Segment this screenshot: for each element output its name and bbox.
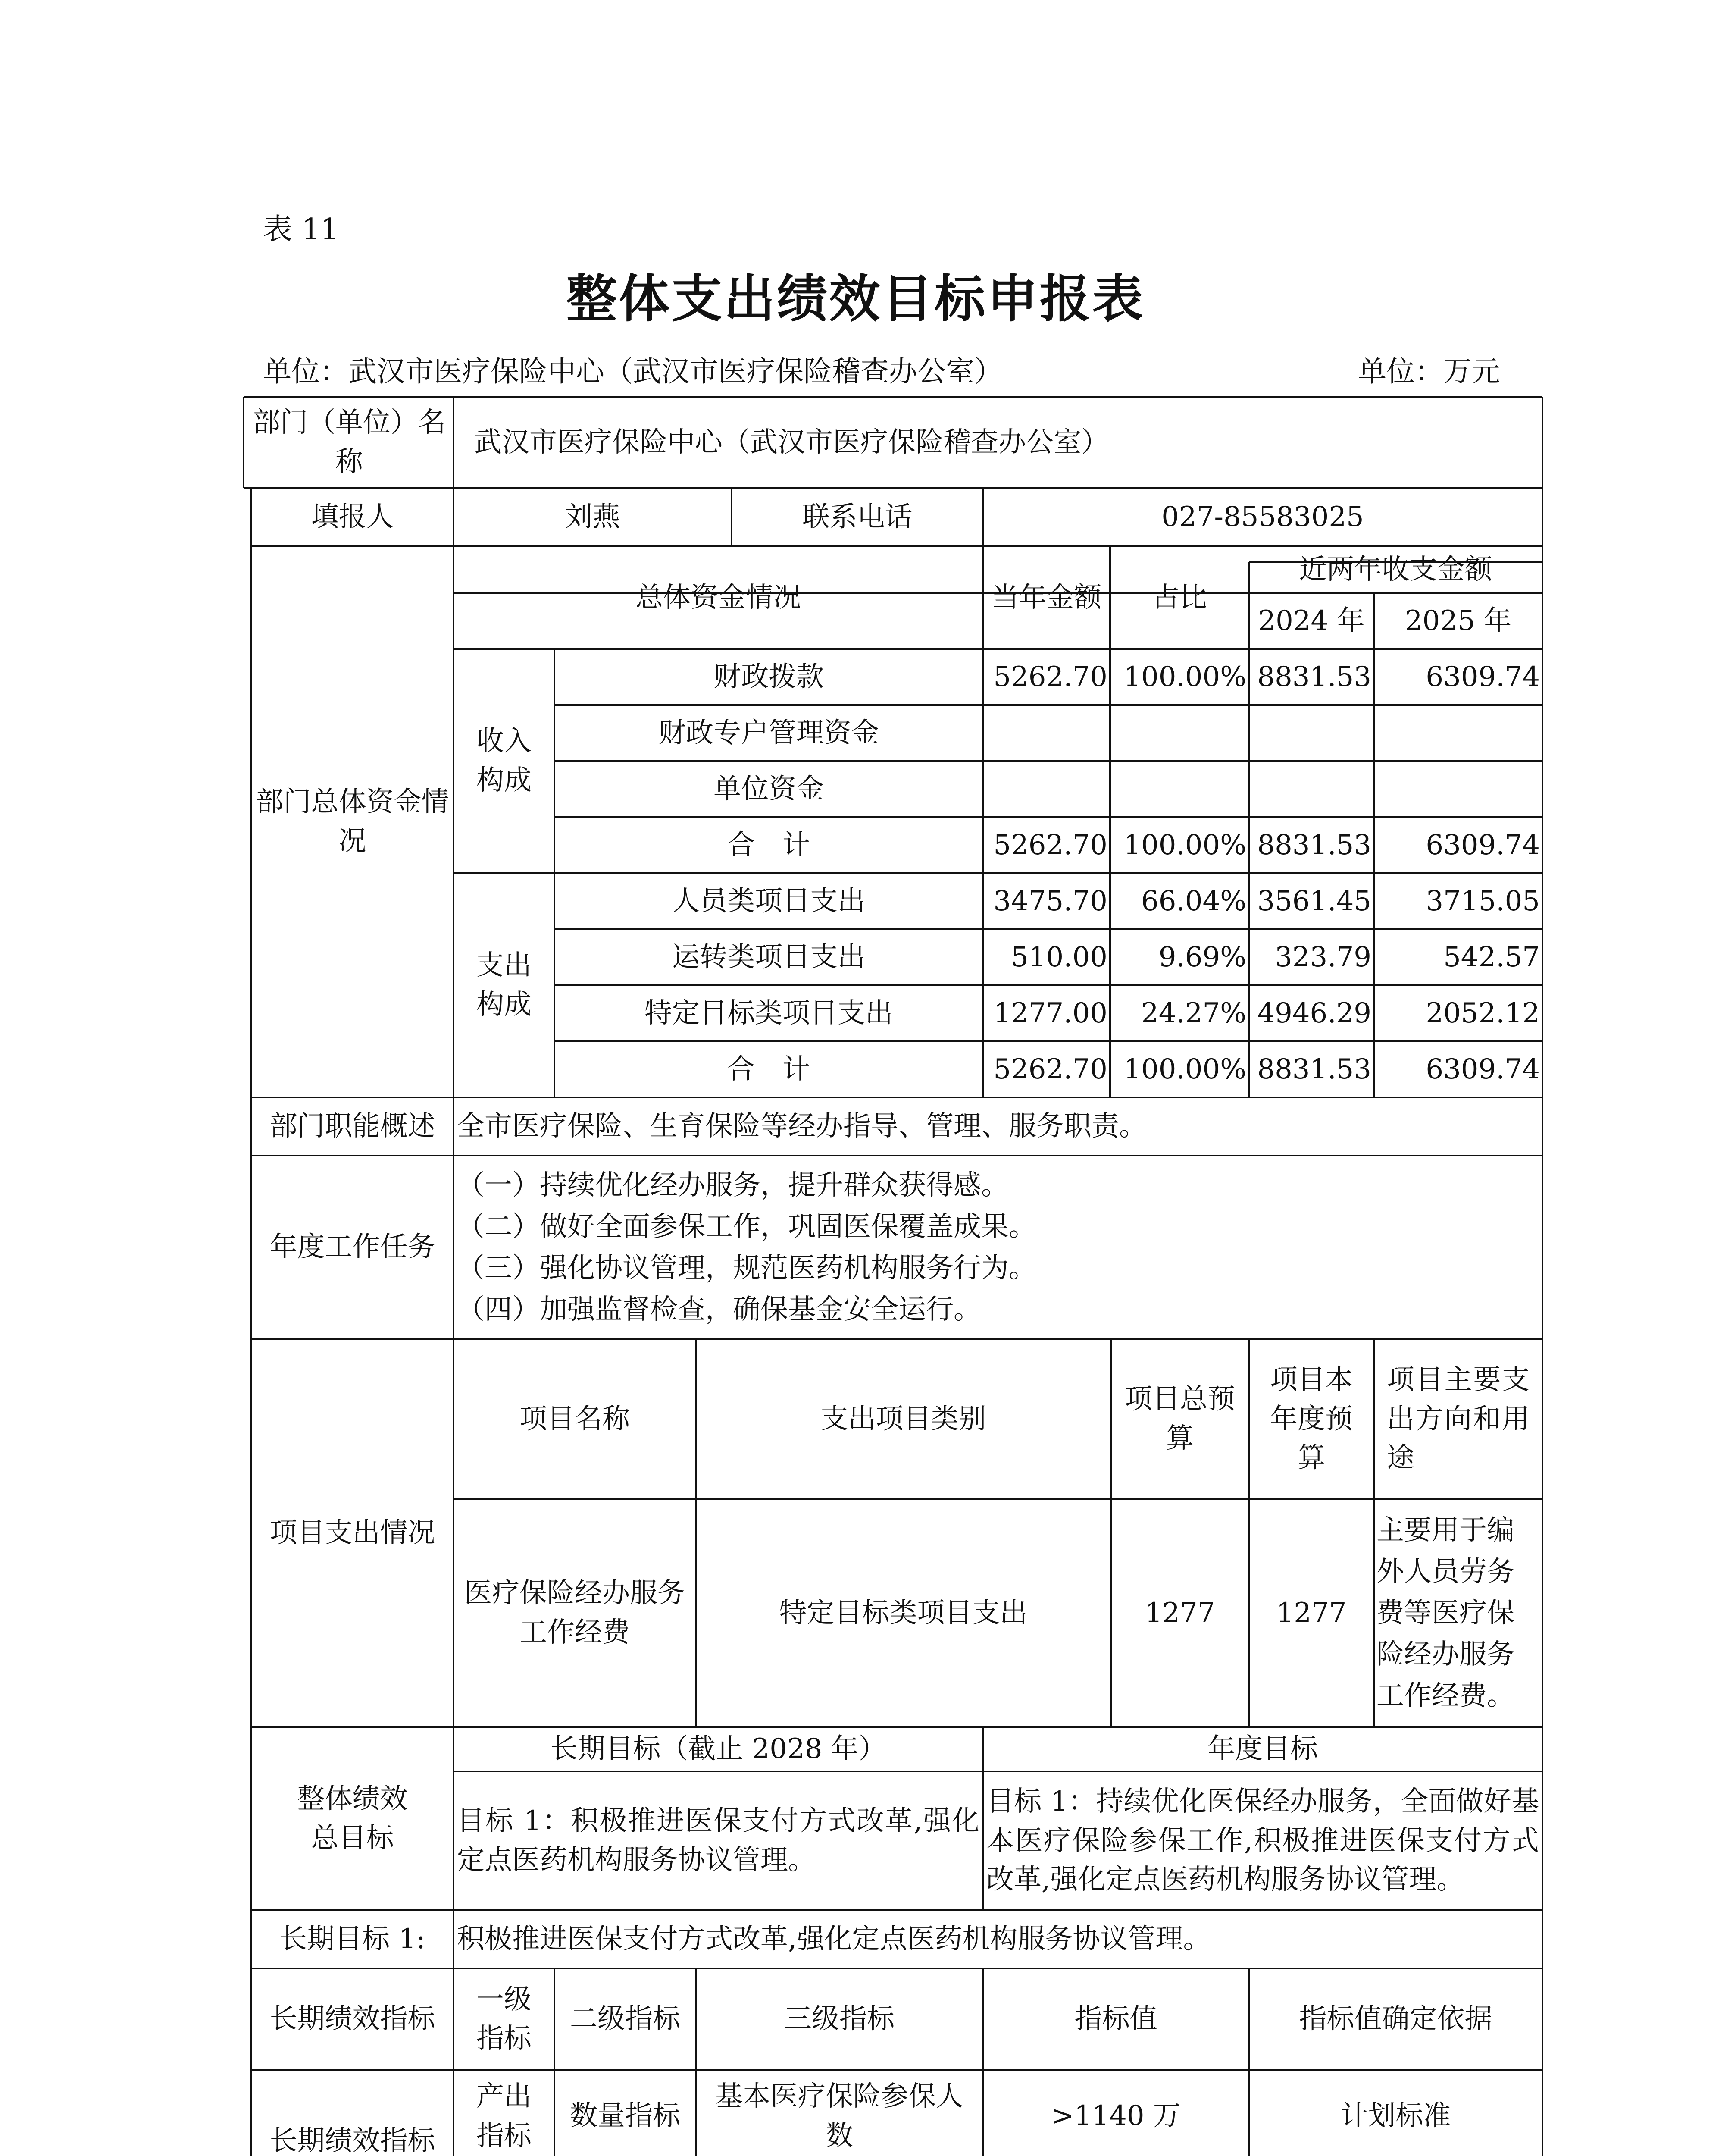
dept-name-value: 武汉市医疗保险中心（武汉市医疗保险稽查办公室）: [474, 426, 1109, 458]
income-row-2024: 8831.53: [1257, 661, 1371, 693]
expense-row-ratio: 66.04%: [1141, 885, 1246, 917]
long-term-goal-header: 长期目标（截止 2028 年）: [550, 1733, 886, 1765]
col-project-purpose: 项目主要支出方向和用途: [1387, 1363, 1530, 1474]
income-total-current: 5262.70: [993, 829, 1107, 861]
indicator-basis: 计划标准: [1340, 2100, 1451, 2132]
filler-label: 填报人: [311, 501, 394, 533]
phone-label: 联系电话: [802, 501, 913, 533]
col-indicator-basis: 指标值确定依据: [1299, 2003, 1492, 2035]
expense-composition-label: 支出构成: [476, 950, 532, 1021]
expense-total-current: 5262.70: [993, 1053, 1107, 1085]
expense-row-2025: 2052.12: [1426, 997, 1540, 1029]
long-term-goal-text: 目标 1：积极推进医保支付方式改革,强化定点医药机构服务协议管理。: [457, 1805, 979, 1876]
project-year-budget: 1277: [1276, 1597, 1347, 1629]
income-row-2024: [1249, 761, 1374, 817]
col-current-amount: 当年金额: [991, 581, 1102, 614]
expense-row-name: 运转类项目支出: [672, 941, 865, 973]
income-composition-label: 收入构成: [476, 725, 532, 796]
filler-name: 刘燕: [565, 501, 620, 533]
income-row-ratio: 100.00%: [1123, 661, 1246, 693]
indicator-level1: 产出指标: [476, 2080, 532, 2152]
expense-row-name: 人员类项目支出: [672, 885, 865, 917]
project-category: 特定目标类项目支出: [779, 1597, 1028, 1629]
income-row-2025: [1374, 705, 1542, 761]
long-goal-1-text: 积极推进医保支付方式改革,强化定点医药机构服务协议管理。: [457, 1923, 1211, 1955]
project-purpose: 主要用于编外人员劳务费等医疗保险经办服务工作经费。: [1376, 1514, 1514, 1712]
income-total-ratio: 100.00%: [1123, 829, 1246, 861]
expense-total-ratio: 100.00%: [1123, 1053, 1246, 1085]
functions-label: 部门职能概述: [269, 1110, 435, 1143]
project-total-budget: 1277: [1145, 1597, 1215, 1629]
task-item: （四）加强监督检查，确保基金安全运行。: [457, 1293, 981, 1326]
income-row-ratio: [1110, 705, 1249, 761]
indicators-header-label: 长期绩效指标: [269, 2003, 435, 2035]
col-total-budget: 项目总预算: [1125, 1383, 1235, 1454]
income-row-current: [983, 761, 1110, 817]
task-item: （一）持续优化经办服务，提升群众获得感。: [457, 1169, 1009, 1201]
col-year-budget: 项目本年度预算: [1270, 1363, 1353, 1474]
indicator-level2: 数量指标: [570, 2100, 680, 2132]
col-year-2024: 2024 年: [1258, 605, 1365, 637]
income-row-name: 财政专户管理资金: [658, 717, 879, 749]
expense-row-ratio: 24.27%: [1141, 997, 1246, 1029]
expense-row-2025: 542.57: [1443, 941, 1540, 973]
table-label: 表 11: [263, 213, 339, 247]
tasks-list: [454, 1156, 1542, 1339]
phone-value: 027-85583025: [1161, 501, 1364, 533]
income-row-ratio: [1110, 761, 1249, 817]
col-level1-indicator: 一级指标: [476, 1983, 532, 2055]
long-goal-1-label: 长期目标 1:: [279, 1923, 425, 1955]
unit-currency: 单位：万元: [1358, 355, 1500, 388]
annual-goal-header: 年度目标: [1207, 1733, 1318, 1765]
overall-goal-label: 整体绩效总目标: [297, 1783, 408, 1854]
indicator-value: >1140 万: [1051, 2100, 1181, 2132]
col-year-2025: 2025 年: [1404, 605, 1512, 637]
expense-row-ratio: 9.69%: [1158, 941, 1246, 973]
expense-row-current: 510.00: [1011, 941, 1107, 973]
expense-total-name: 合 计: [727, 1053, 810, 1085]
income-row-2025: [1374, 761, 1542, 817]
income-row-name: 单位资金: [713, 773, 824, 805]
income-total-2025: 6309.74: [1426, 829, 1540, 861]
col-ratio: 占比: [1152, 581, 1207, 614]
expense-row-name: 特定目标类项目支出: [644, 997, 893, 1029]
functions-text: 全市医疗保险、生育保险等经办指导、管理、服务职责。: [457, 1110, 1147, 1143]
funds-section-label: 部门总体资金情况: [256, 786, 449, 857]
expense-row-2024: 323.79: [1275, 941, 1371, 973]
income-row-2024: [1249, 705, 1374, 761]
task-item: （三）强化协议管理，规范医药机构服务行为。: [457, 1252, 1036, 1284]
col-level2-indicator: 二级指标: [570, 2003, 680, 2035]
tasks-label: 年度工作任务: [269, 1231, 435, 1263]
annual-goal-text: 目标 1：持续优化医保经办服务，全面做好基本医疗保险参保工作,积极推进医保支付方式改革,强化定点医药机构服务协议管理。: [986, 1785, 1539, 1896]
col-recent-two-years: 近两年收支金额: [1299, 553, 1492, 586]
indicator-level3: 基本医疗保险参保人数: [715, 2080, 963, 2152]
income-row-name: 财政拨款: [713, 661, 824, 693]
income-total-2024: 8831.53: [1257, 829, 1371, 861]
income-total-name: 合 计: [727, 829, 810, 861]
overall-funds-label: 总体资金情况: [635, 581, 801, 614]
col-project-category: 支出项目类别: [820, 1403, 986, 1435]
col-level3-indicator: 三级指标: [784, 2003, 895, 2035]
dept-name-label: 部门（单位）名称: [253, 407, 446, 478]
income-row-current: 5262.70: [993, 661, 1107, 693]
expense-row-2024: 3561.45: [1257, 885, 1371, 917]
unit-org: 单位：武汉市医疗保险中心（武汉市医疗保险稽查办公室）: [263, 355, 1003, 388]
expense-row-current: 3475.70: [993, 885, 1107, 917]
page-title: 整体支出绩效目标申报表: [566, 269, 1145, 329]
income-row-2025: 6309.74: [1426, 661, 1540, 693]
col-project-name: 项目名称: [519, 1403, 630, 1435]
expense-total-2024: 8831.53: [1257, 1053, 1371, 1085]
projects-label: 项目支出情况: [269, 1517, 435, 1549]
expense-row-2024: 4946.29: [1257, 997, 1371, 1029]
expense-row-2025: 3715.05: [1426, 885, 1540, 917]
col-indicator-value: 指标值: [1074, 2003, 1157, 2035]
income-row-current: [983, 705, 1110, 761]
indicators-section-label: 长期绩效指标: [269, 2125, 435, 2156]
task-item: （二）做好全面参保工作，巩固医保覆盖成果。: [457, 1210, 1036, 1243]
expense-total-2025: 6309.74: [1426, 1053, 1540, 1085]
project-name: 医疗保险经办服务工作经费: [464, 1577, 685, 1648]
expense-row-current: 1277.00: [993, 997, 1107, 1029]
